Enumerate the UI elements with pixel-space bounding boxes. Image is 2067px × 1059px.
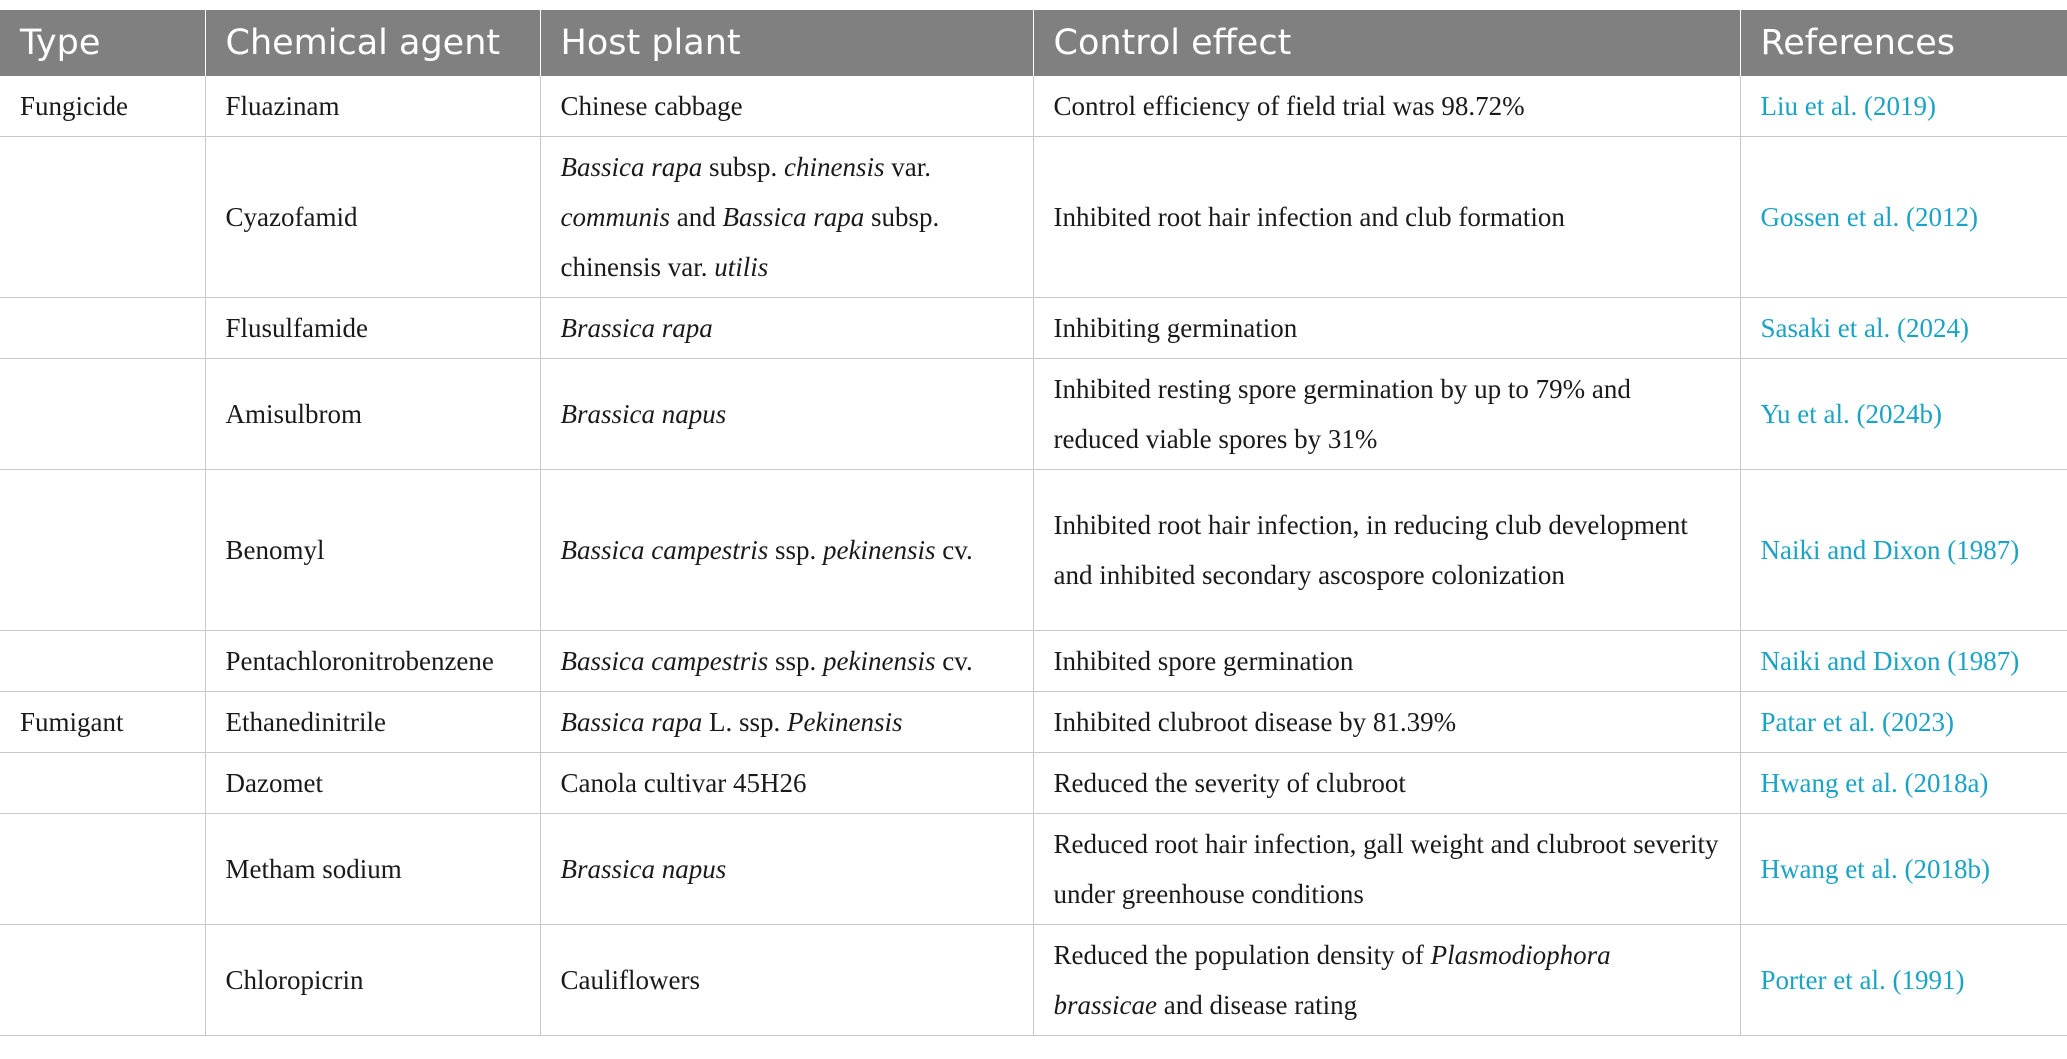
cell-type: Fungicide — [0, 76, 205, 137]
text-segment: ssp. — [768, 535, 823, 565]
text-segment: Cauliflowers — [560, 965, 700, 995]
italic-text-segment: Brassica rapa — [560, 313, 713, 343]
cell-host — [540, 298, 1033, 359]
italic-text-segment: Bassica campestris — [560, 646, 769, 676]
cell-type — [0, 814, 205, 925]
italic-text-segment: communis — [560, 202, 670, 232]
text-segment: ssp. — [768, 646, 823, 676]
cell-host — [540, 814, 1033, 925]
cell-effect — [1033, 76, 1740, 137]
table-row — [0, 631, 2067, 692]
text-segment: Inhibiting germination — [1053, 313, 1298, 343]
table-row — [0, 753, 2067, 814]
italic-text-segment: Pekinensis — [787, 707, 903, 737]
italic-text-segment: Brassica napus — [560, 399, 727, 429]
cell-agent: Ethanedinitrile — [205, 692, 540, 753]
italic-text-segment: Plasmodiophora brassicae — [1053, 940, 1611, 1020]
italic-text-segment: Bassica campestris — [560, 535, 769, 565]
cell-agent: Pentachloronitrobenzene — [205, 631, 540, 692]
table-row — [0, 925, 2067, 1036]
cell-host — [540, 470, 1033, 631]
text-segment: Reduced the severity of clubroot — [1053, 768, 1406, 798]
cell-type — [0, 359, 205, 470]
cell-host — [540, 359, 1033, 470]
text-segment: Chinese cabbage — [560, 91, 743, 121]
reference-link[interactable]: Sasaki et al. (2024) — [1740, 298, 2067, 359]
text-segment: Reduced the population density of — [1053, 940, 1431, 970]
cell-agent: Amisulbrom — [205, 359, 540, 470]
cell-agent: Fluazinam — [205, 76, 540, 137]
text-segment: cv. — [935, 535, 973, 565]
cell-type — [0, 298, 205, 359]
cell-host — [540, 692, 1033, 753]
header-row — [0, 10, 2067, 76]
cell-agent: Flusulfamide — [205, 298, 540, 359]
reference-link[interactable]: Patar et al. (2023) — [1740, 692, 2067, 753]
cell-type — [0, 631, 205, 692]
cell-host — [540, 631, 1033, 692]
table-row — [0, 470, 2067, 631]
cell-type — [0, 925, 205, 1036]
reference-link[interactable]: Hwang et al. (2018b) — [1740, 814, 2067, 925]
cell-host — [540, 137, 1033, 298]
italic-text-segment: pekinensis — [823, 535, 936, 565]
text-segment: Control efficiency of field trial was 98.72% — [1053, 91, 1525, 121]
cell-agent: Cyazofamid — [205, 137, 540, 298]
text-segment: and — [670, 202, 723, 232]
text-segment: Inhibited spore germination — [1053, 646, 1354, 676]
text-segment: Inhibited root hair infection and club formation — [1053, 202, 1565, 232]
text-segment: and disease rating — [1157, 990, 1358, 1020]
text-segment: subsp. — [702, 152, 785, 182]
text-segment: Reduced root hair infection, gall weight and clubroot severity under greenhouse conditions — [1053, 829, 1719, 909]
text-segment: Inhibited root hair infection, in reducing club development and inhibited secondary ascospore colonization — [1053, 510, 1688, 590]
cell-effect — [1033, 925, 1740, 1036]
reference-link[interactable]: Gossen et al. (2012) — [1740, 137, 2067, 298]
table-row — [0, 76, 2067, 137]
text-segment: L. ssp. — [702, 707, 788, 737]
italic-text-segment: Brassica napus — [560, 854, 727, 884]
cell-effect — [1033, 814, 1740, 925]
reference-link[interactable]: Porter et al. (1991) — [1740, 925, 2067, 1036]
cell-effect — [1033, 470, 1740, 631]
text-segment: subsp. chinensis var. — [560, 202, 940, 282]
cell-effect — [1033, 692, 1740, 753]
header-control-effect: Control effect — [1033, 10, 1740, 76]
cell-effect — [1033, 137, 1740, 298]
italic-text-segment: Bassica rapa — [560, 707, 703, 737]
cell-type — [0, 470, 205, 631]
chemical-control-table-container — [0, 10, 2067, 1036]
cell-type — [0, 137, 205, 298]
cell-effect — [1033, 359, 1740, 470]
text-segment: Canola cultivar 45H26 — [560, 768, 807, 798]
reference-link[interactable]: Yu et al. (2024b) — [1740, 359, 2067, 470]
cell-agent: Dazomet — [205, 753, 540, 814]
italic-text-segment: Bassica rapa — [560, 152, 703, 182]
italic-text-segment: utilis — [714, 252, 769, 282]
text-segment: var. — [884, 152, 932, 182]
cell-host — [540, 753, 1033, 814]
text-segment: cv. — [935, 646, 973, 676]
header-references: References — [1740, 10, 2067, 76]
cell-type: Fumigant — [0, 692, 205, 753]
cell-agent: Metham sodium — [205, 814, 540, 925]
cell-host — [540, 76, 1033, 137]
cell-agent: Benomyl — [205, 470, 540, 631]
chemical-control-table — [0, 10, 2067, 1036]
table-row — [0, 137, 2067, 298]
italic-text-segment: pekinensis — [823, 646, 936, 676]
reference-link[interactable]: Naiki and Dixon (1987) — [1740, 470, 2067, 631]
reference-link[interactable]: Hwang et al. (2018a) — [1740, 753, 2067, 814]
italic-text-segment: Bassica rapa — [722, 202, 865, 232]
header-type: Type — [0, 10, 205, 76]
header-chemical-agent: Chemical agent — [205, 10, 540, 76]
reference-link[interactable]: Naiki and Dixon (1987) — [1740, 631, 2067, 692]
cell-effect — [1033, 631, 1740, 692]
table-row — [0, 814, 2067, 925]
cell-agent: Chloropicrin — [205, 925, 540, 1036]
table-row — [0, 692, 2067, 753]
cell-effect — [1033, 753, 1740, 814]
table-row — [0, 298, 2067, 359]
table-row — [0, 359, 2067, 470]
cell-host — [540, 925, 1033, 1036]
table-header — [0, 10, 2067, 76]
cell-type — [0, 753, 205, 814]
table-body — [0, 76, 2067, 1036]
text-segment: Inhibited resting spore germination by up to 79% and reduced viable spores by 31% — [1053, 374, 1631, 454]
italic-text-segment: chinensis — [784, 152, 885, 182]
reference-link[interactable]: Liu et al. (2019) — [1740, 76, 2067, 137]
header-host-plant: Host plant — [540, 10, 1033, 76]
cell-effect — [1033, 298, 1740, 359]
text-segment: Inhibited clubroot disease by 81.39% — [1053, 707, 1457, 737]
